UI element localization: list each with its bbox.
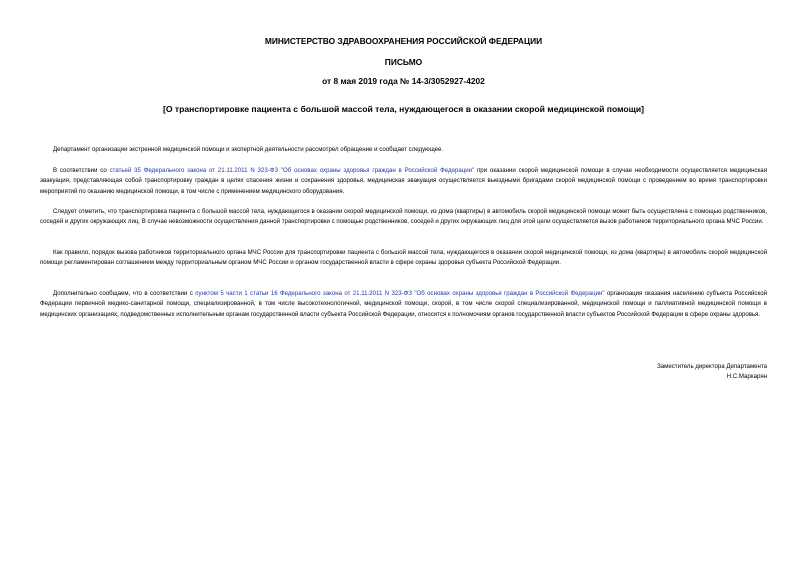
- paragraph-text: при оказании скорой медицинской помощи в случае необходимости осуществляется медицинская эвакуация, представляющая собой транспортировку граждан в целях спасения жизни и сохранения здоровья, медицинская эвакуация осуществляется выездными бригадами скорой медицинской помощи с проведением во время транспортировки мероприятий по оказанию медицинской помощи, в том числе с применением медицинского оборудования.: [40, 167, 767, 195]
- paragraph-article-16: [40, 289, 767, 320]
- paragraph-text: Дополнительно сообщаем, что в соответствии с: [53, 290, 196, 297]
- paragraph-transport: Следует отметить, что транспортировка пациента с большой массой тела, нуждающегося в оказании скорой медицинской помощи, из дома (квартиры) в автомобиль скорой медицинской помощи может быть осуществлена с помощью родственников, соседей и других окружающих лиц. В случае невозможности осуществления данной транспортировки с помощью родственников, соседей и других окружающих лиц для этой цели осуществляется вызов работников территориального органа МЧС России.: [40, 208, 767, 226]
- document-subject: [О транспортировке пациента с большой массой тела, нуждающегося в оказании скорой медицинской помощи]: [162, 104, 645, 114]
- paragraph-article-35: [40, 166, 767, 197]
- ministry-title: МИНИСТЕРСТВО ЗДРАВООХРАНЕНИЯ РОССИЙСКОЙ ФЕДЕРАЦИИ: [264, 36, 543, 46]
- document-date-number: от 8 мая 2019 года № 14-3/3052927-4202: [322, 76, 485, 86]
- signature-name: Н.С.Маркарян: [726, 373, 767, 380]
- signature-position: Заместитель директора Департамента: [657, 363, 767, 370]
- law-link-article-35[interactable]: статьей 35 Федерального закона от 21.11.2011 N 323-ФЗ "Об основах охраны здоровья граждан в Российской Федерации": [109, 167, 475, 174]
- law-link-article-16[interactable]: пунктом 5 части 1 статьи 16 Федерального закона от 21.11.2011 N 323-ФЗ "Об основах охраны здоровья граждан в Российской Федерации": [195, 290, 605, 297]
- paragraph-text: организация оказания населению субъекта Российской Федерации первичной медико-санитарной помощи, специализированной, в том числе высокотехнологичной, медицинской помощи, скорой, в том числе скорой специализированной, медицинской помощи и паллиативной медицинской помощи в медицинских организациях, подведомственных исполнительным органам государственной власти субъекта Российской Федерации, относится к полномочиям органов государственной власти субъектов Российской Федерации в сфере охраны здоровья.: [40, 290, 768, 318]
- paragraph-intro: Департамент организации экстренной медицинской помощи и экспертной деятельности рассмотрел обращение и сообщает следующее.: [53, 146, 444, 153]
- document-type: ПИСЬМО: [384, 57, 423, 67]
- paragraph-text: В соответствии со: [53, 167, 110, 174]
- paragraph-procedure: Как правило, порядок вызова работников территориального органа МЧС России для транспортировки пациента с большой массой тела, нуждающегося в оказании скорой медицинской помощи, из дома (квартиры) в автомобиль скорой медицинской помощи регламентирован соглашением между территориальным органом МЧС России и органом государственной власти в сфере охраны здоровья субъекта Российской Федерации.: [40, 249, 767, 267]
